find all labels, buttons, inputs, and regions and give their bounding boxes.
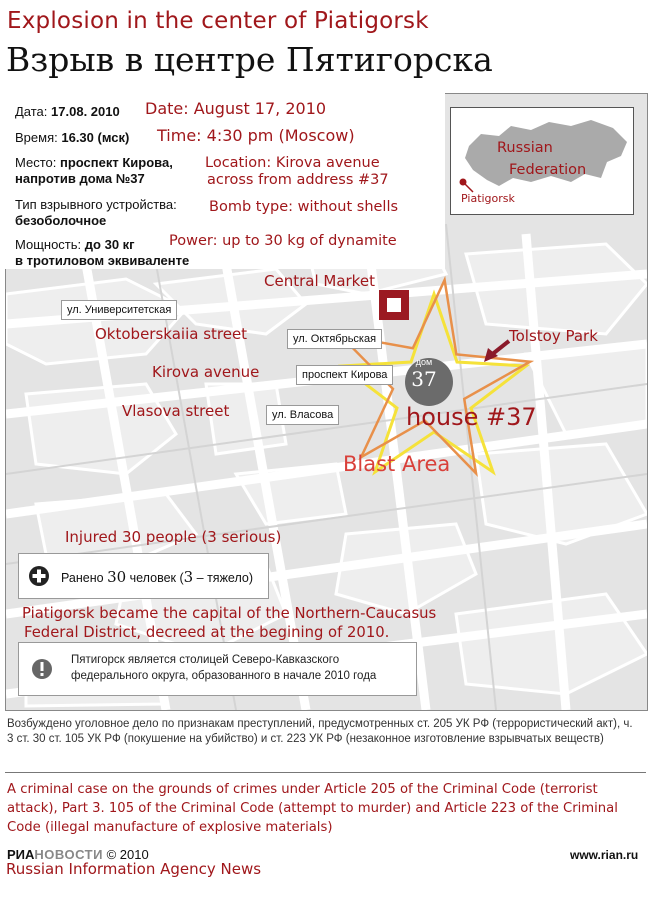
power-value-1: до 30 кг: [84, 237, 135, 252]
power-value-2: в тротиловом эквиваленте: [15, 253, 190, 268]
power-ru: [15, 237, 189, 269]
injured-ru-serious: 3: [183, 568, 194, 586]
copyright: © 2010: [106, 847, 149, 862]
agency-en: Russian Information Agency News: [6, 860, 262, 878]
time-label: Время:: [15, 130, 58, 145]
injured-ru-prefix: Ранено: [61, 571, 108, 585]
device-value: безоболочное: [15, 213, 107, 228]
injured-ru: [61, 568, 253, 586]
capital-ru-1: Пятигорск является столицей Северо-Кавказского: [71, 654, 340, 666]
place-en-1: Location: Kirova avenue: [205, 155, 380, 171]
date-en: Date: August 17, 2010: [145, 99, 327, 118]
criminal-case-en: A criminal case on the grounds of crimes under Article 205 of the Criminal Code (terrorist attack), Part 3. 105 of the Criminal Code (attempt to murder) and Article 223 of the Criminal Code (illegal manufacture of explosive materials): [7, 782, 618, 835]
criminal-case-ru: Возбуждено уголовное дело по признакам преступлений, предусмотренных ст. 205 УК РФ (террористический акт), ч. 3 ст. 30 ст. 105 УК РФ (покушение на убийство) и ст. 223 УК РФ (незаконное изготовление взрывчатых веществ): [7, 718, 633, 745]
site-url: www.rian.ru: [570, 848, 639, 862]
capital-ru: [71, 652, 376, 684]
plus-cross-icon: [28, 565, 50, 587]
street-universitetskaya: ул. Университетская: [61, 300, 177, 320]
street-oktyabrskaya: ул. Октябрьская: [287, 329, 382, 349]
house-37-label: house #37: [406, 403, 537, 431]
capital-box: [18, 642, 417, 696]
time-ru: [15, 130, 129, 146]
injured-en: Injured 30 people (3 serious): [65, 528, 282, 546]
ria-logo: РИА: [7, 847, 35, 862]
date-label: Дата:: [15, 104, 48, 119]
footer-separator: [5, 772, 646, 773]
english-title: Explosion in the center of Piatigorsk: [7, 8, 429, 34]
russian-title: Взрыв в центре Пятигорска: [6, 40, 493, 79]
power-en: Power: up to 30 kg of dynamite: [169, 233, 397, 249]
exclamation-icon: [31, 658, 53, 680]
inset-russian: Russian: [497, 140, 553, 156]
injured-ru-suffix: – тяжело): [193, 571, 254, 585]
capital-ru-2: федерального округа, образованного в начале 2010 года: [71, 670, 377, 682]
oktober-street-en: Oktoberskaiia street: [95, 325, 248, 343]
capital-en-2: Federal District, decreed at the begining of 2010.: [24, 624, 390, 641]
power-label: Мощность:: [15, 237, 82, 252]
place-ru: [15, 155, 173, 187]
capital-en-1: Piatigorsk became the capital of the Northern-Caucasus: [22, 605, 437, 622]
tolstoy-park-label: Tolstoy Park: [509, 327, 598, 345]
device-label: Тип взрывного устройства:: [15, 197, 177, 212]
capital-en: [22, 604, 436, 642]
date-value: 17.08. 2010: [51, 104, 120, 119]
time-value: 16.30 (мск): [61, 130, 130, 145]
injured-ru-mid: человек (: [126, 571, 184, 585]
date-ru: [15, 104, 120, 120]
house-word: дом: [415, 357, 433, 367]
injured-box: [18, 553, 269, 599]
place-en: [205, 155, 389, 189]
street-vlasova: ул. Власова: [266, 405, 339, 425]
russia-inset-map: [450, 107, 634, 215]
inset-federation: Federation: [509, 162, 587, 178]
street-kirova: проспект Кирова: [296, 365, 393, 385]
place-label: Место:: [15, 155, 57, 170]
blast-area-label: Blast Area: [343, 452, 451, 476]
device-en: Bomb type: without shells: [209, 199, 399, 215]
vlasova-street-en: Vlasova street: [122, 402, 230, 420]
place-en-2: across from address #37: [207, 172, 389, 188]
central-market-label: Central Market: [264, 272, 375, 290]
kirova-avenue-en: Kirova avenue: [152, 363, 260, 381]
time-en: Time: 4:30 pm (Moscow): [157, 126, 355, 145]
place-value-1: проспект Кирова,: [59, 155, 173, 170]
place-value-2: напротив дома №37: [15, 171, 145, 186]
novosti-logo: НОВОСТИ: [34, 847, 103, 862]
house-number: 37: [411, 367, 437, 391]
inset-piatigorsk: Piatigorsk: [461, 192, 515, 205]
device-ru: [15, 197, 177, 229]
injured-ru-number: 30: [107, 568, 127, 586]
